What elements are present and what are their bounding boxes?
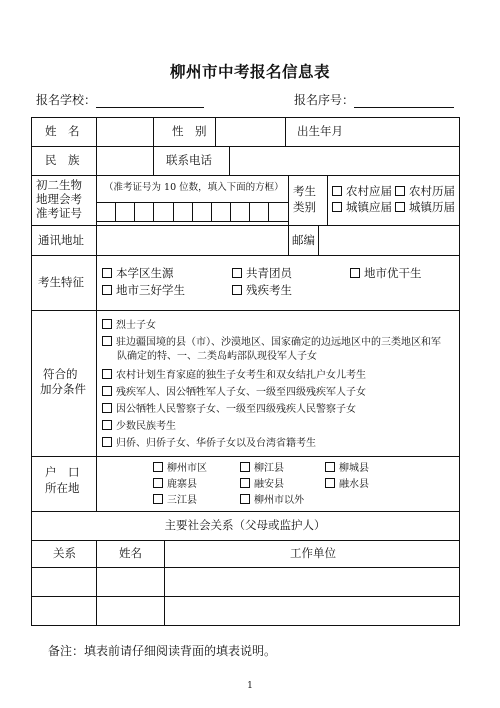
- hukou-label-2: 所在地: [45, 481, 80, 495]
- feature-option-local[interactable]: 本学区生源: [102, 268, 174, 280]
- bonus-label-1: 符合的: [43, 367, 78, 381]
- bonus-option-ethnic-minority[interactable]: 少数民族考生: [102, 420, 176, 432]
- category-label-1: 考生: [293, 184, 316, 198]
- phone-label: 联系电话: [166, 153, 212, 167]
- exam-no-hint: （准考证号为 10 位数，填入下面的方框）: [104, 182, 284, 193]
- checkbox-icon[interactable]: [325, 478, 335, 488]
- checkbox-icon[interactable]: [395, 202, 405, 212]
- bonus-option-border-military-cont: 队确定的特、一、二类岛屿部队现役军人子女: [117, 351, 317, 362]
- checkbox-icon[interactable]: [332, 186, 342, 196]
- exam-no-label-1: 初二生物: [36, 178, 82, 192]
- serial-label: 报名序号：: [294, 93, 355, 107]
- feature-option-merit-student[interactable]: 地市三好学生: [102, 285, 185, 297]
- checkbox-icon[interactable]: [153, 478, 163, 488]
- checkbox-icon[interactable]: [350, 268, 360, 278]
- features-label: 考生特征: [38, 275, 84, 289]
- bonus-option-overseas-chinese[interactable]: 归侨、归侨子女、华侨子女以及台湾省籍考生: [102, 437, 316, 449]
- checkbox-icon[interactable]: [102, 268, 112, 278]
- checkbox-icon[interactable]: [102, 403, 112, 413]
- hukou-option-liujiang[interactable]: 柳江县: [240, 462, 284, 474]
- page-title: 柳州市中考报名信息表: [169, 62, 330, 81]
- checkbox-icon[interactable]: [240, 462, 250, 472]
- checkbox-icon[interactable]: [102, 386, 112, 396]
- checkbox-icon[interactable]: [232, 285, 242, 295]
- feature-option-excellent-cadre[interactable]: 地市优干生: [350, 268, 422, 280]
- relations-col-relation: 关系: [53, 546, 76, 560]
- relations-heading: 主要社会关系（父母或监护人）: [164, 518, 326, 532]
- checkbox-icon[interactable]: [102, 285, 112, 295]
- checkbox-icon[interactable]: [153, 494, 163, 504]
- category-option-urban-past[interactable]: 城镇历届: [395, 202, 455, 214]
- exam-no-label-3: 准考证号: [36, 206, 82, 220]
- checkbox-icon[interactable]: [102, 319, 112, 329]
- bonus-option-martyr[interactable]: 烈士子女: [102, 319, 156, 331]
- checkbox-icon[interactable]: [395, 186, 405, 196]
- checkbox-icon[interactable]: [102, 420, 112, 430]
- bonus-option-border-military[interactable]: 驻边疆国境的县（市）、沙漠地区、国家确定的边远地区中的三类地区和军: [102, 336, 441, 348]
- checkbox-icon[interactable]: [240, 478, 250, 488]
- postcode-label: 邮编: [292, 233, 315, 247]
- exam-no-label-2: 地理会考: [36, 192, 82, 206]
- hukou-option-rongan[interactable]: 融安县: [240, 478, 284, 490]
- hukou-option-liuzhou-city[interactable]: 柳州市区: [153, 462, 207, 474]
- checkbox-icon[interactable]: [332, 202, 342, 212]
- checkbox-icon[interactable]: [325, 462, 335, 472]
- hukou-label-1: 户 口: [45, 465, 80, 479]
- hukou-option-sanjiang[interactable]: 三江县: [153, 494, 197, 506]
- address-label: 通讯地址: [38, 233, 84, 247]
- category-option-urban-current[interactable]: 城镇应届: [332, 202, 392, 214]
- hukou-option-rongshui[interactable]: 融水县: [325, 478, 369, 490]
- category-option-rural-past[interactable]: 农村历届: [395, 186, 455, 198]
- birth-label: 出生年月: [297, 124, 343, 138]
- category-label-2: 类别: [293, 200, 316, 214]
- hukou-option-outside-liuzhou[interactable]: 柳州市以外: [240, 494, 304, 506]
- checkbox-icon[interactable]: [240, 494, 250, 504]
- name-label: 姓 名: [45, 124, 80, 138]
- checkbox-icon[interactable]: [153, 462, 163, 472]
- bonus-option-family-planning[interactable]: 农村计划生育家庭的独生子女考生和双女结扎户女儿考生: [102, 369, 366, 381]
- checkbox-icon[interactable]: [232, 268, 242, 278]
- checkbox-icon[interactable]: [102, 336, 112, 346]
- page-number: 1: [247, 681, 253, 691]
- feature-option-disabled[interactable]: 残疾考生: [232, 285, 292, 297]
- category-option-rural-current[interactable]: 农村应届: [332, 186, 392, 198]
- relations-col-name: 姓名: [119, 546, 142, 560]
- school-label: 报名学校：: [36, 93, 97, 107]
- feature-option-league-member[interactable]: 共青团员: [232, 268, 292, 280]
- checkbox-icon[interactable]: [102, 437, 112, 447]
- footer-note: 备注：填表前请仔细阅读背面的填表说明。: [48, 644, 277, 658]
- bonus-option-disabled-soldier[interactable]: 残疾军人、因公牺牲军人子女、一级至四级残疾军人子女: [102, 386, 366, 398]
- bonus-option-police[interactable]: 因公牺牲人民警察子女、一级至四级残疾人民警察子女: [102, 403, 356, 415]
- relations-col-employer: 工作单位: [290, 546, 336, 560]
- bonus-label-2: 加分条件: [40, 382, 86, 396]
- ethnicity-label: 民 族: [45, 153, 80, 167]
- checkbox-icon[interactable]: [102, 369, 112, 379]
- hukou-option-liucheng[interactable]: 柳城县: [325, 462, 369, 474]
- hukou-option-luzhai[interactable]: 鹿寨县: [153, 478, 197, 490]
- gender-label: 性 别: [172, 124, 207, 138]
